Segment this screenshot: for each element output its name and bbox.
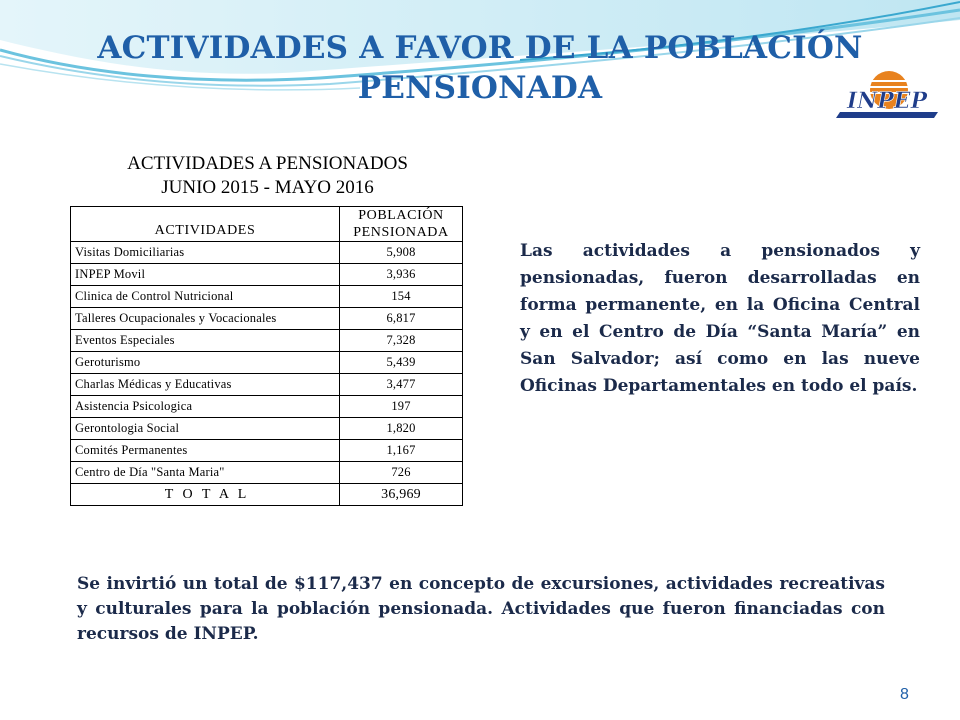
table-row	[71, 440, 463, 462]
population-cell: 1,820	[340, 418, 463, 440]
table-row	[71, 286, 463, 308]
page-number: 8	[900, 686, 909, 703]
population-cell: 3,477	[340, 374, 463, 396]
table-title-line1: ACTIVIDADES A PENSIONADOS	[127, 153, 408, 174]
population-cell: 7,328	[340, 330, 463, 352]
activity-cell: Clinica de Control Nutricional	[71, 286, 340, 308]
slide-title: ACTIVIDADES A FAVOR DE LA POBLACIÓN PENSIONADA	[97, 30, 863, 106]
table-row	[71, 396, 463, 418]
activity-cell: Centro de Día "Santa Maria"	[71, 462, 340, 484]
table-row	[71, 418, 463, 440]
table-row	[71, 242, 463, 264]
table-body	[71, 242, 463, 506]
table-total-row	[71, 484, 463, 506]
activity-cell: Comités Permanentes	[71, 440, 340, 462]
activity-cell: Asistencia Psicologica	[71, 396, 340, 418]
table-row	[71, 264, 463, 286]
activity-cell: INPEP Movil	[71, 264, 340, 286]
table-title-line2: JUNIO 2015 - MAYO 2016	[161, 177, 374, 198]
total-value: 36,969	[340, 484, 463, 506]
table-row	[71, 462, 463, 484]
header-population: POBLACIÓN PENSIONADA	[340, 207, 463, 242]
activity-cell: Eventos Especiales	[71, 330, 340, 352]
total-label: T O T A L	[71, 484, 340, 506]
table-row	[71, 308, 463, 330]
activity-cell: Charlas Médicas y Educativas	[71, 374, 340, 396]
activity-cell: Visitas Domiciliarias	[71, 242, 340, 264]
table-row	[71, 330, 463, 352]
population-cell: 154	[340, 286, 463, 308]
table-row	[71, 352, 463, 374]
activity-cell: Geroturismo	[71, 352, 340, 374]
population-cell: 5,439	[340, 352, 463, 374]
activities-table	[70, 206, 463, 506]
population-cell: 726	[340, 462, 463, 484]
population-cell: 3,936	[340, 264, 463, 286]
header-activities: ACTIVIDADES	[71, 207, 340, 242]
logo-text: INPEP	[846, 88, 928, 114]
table-row	[71, 374, 463, 396]
bottom-paragraph: Se invirtió un total de $117,437 en concepto de excursiones, actividades recreativas y culturales para la población pensionada. Actividades que fueron financiadas con recursos de INPEP.	[77, 574, 885, 644]
population-cell: 1,167	[340, 440, 463, 462]
population-cell: 6,817	[340, 308, 463, 330]
inpep-logo-icon	[832, 66, 942, 122]
side-paragraph: Las actividades a pensionados y pensionadas, fueron desarrolladas en forma permanente, en la Oficina Central y en el Centro de Día “Santa María” en San Salvador; así como en las nueve Oficinas Departamentales en todo el país.	[520, 241, 920, 396]
activity-cell: Talleres Ocupacionales y Vocacionales	[71, 308, 340, 330]
population-cell: 5,908	[340, 242, 463, 264]
activities-table-block	[70, 152, 465, 506]
activity-cell: Gerontologia Social	[71, 418, 340, 440]
population-cell: 197	[340, 396, 463, 418]
